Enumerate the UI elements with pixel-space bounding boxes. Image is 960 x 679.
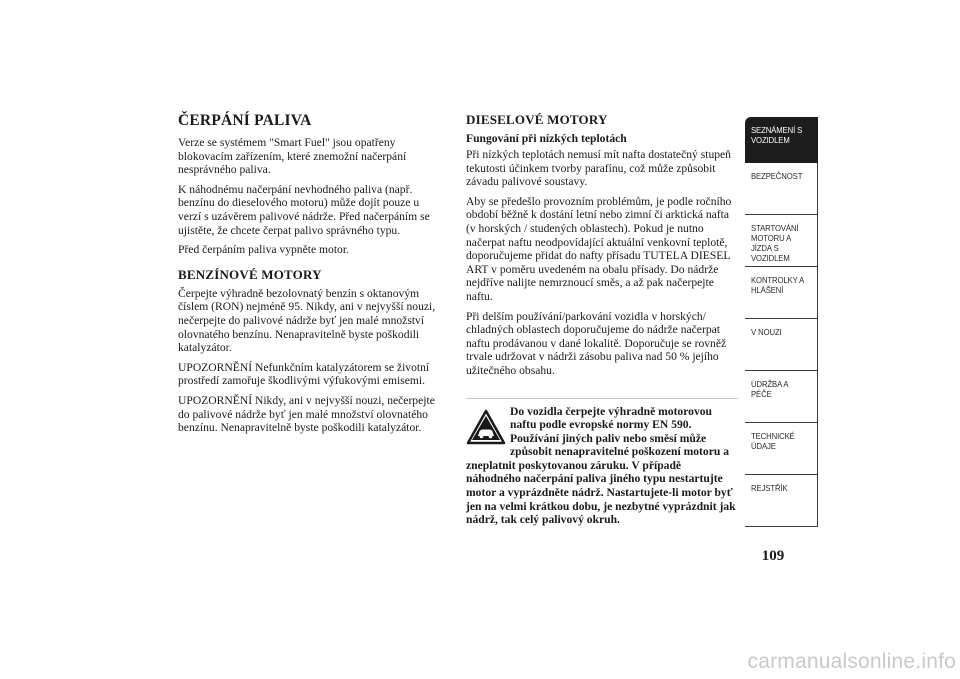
tab-label: SEZNÁMENÍ S VOZIDLEM [751,125,803,145]
right-column [466,112,738,527]
tab-label: STARTOVÁNÍ MOTORU A JÍZDA S VOZIDLEM [751,223,799,263]
paragraph-mountain-use: Při delším používání/parkování vozidla v horských/ chladných oblastech doporučujeme do nádrže načerpat naftu prodávanou v dané lokalitě. Doporučuje se rovněž trvale udržovat v nádrži zásobu paliva nad 50 % jejího užitečného obsahu. [466,309,727,377]
tab-label: REJSTŘÍK [751,483,788,493]
paragraph-low-temp: Při nízkých teplotách nemusí mít nafta dostatečný stupeň tekutosti účinkem tvorby parafínu, což může způsobit závadu palivové soustavy. [466,148,731,189]
chapter-tabs [745,117,818,527]
paragraph-smart-fuel: Verze se systémem "Smart Fuel" jsou opatřeny blokovacím zařízením, které znemožní načerpání nesprávného paliva. [178,136,407,177]
warning-car-icon [466,409,506,445]
paragraph-notice-leaded: UPOZORNĚNÍ Nikdy, ani v nejvyšší nouzi, nečerpejte do palivové nádrže byť jen malé množství olovnatého benzínu. Nenapravitelně byste poškodili katalyzátor. [178,393,435,435]
page-number: 109 [761,548,785,564]
paragraph-engine-off: Před čerpáním paliva vypněte motor. [178,243,349,257]
tab-v-nouzi[interactable] [745,319,818,371]
subsection-title-petrol: BENZÍNOVÉ MOTORY [178,266,322,282]
tab-label: TECHNICKÉ ÚDAJE [751,431,795,451]
warning-box [466,398,738,527]
tab-startovani[interactable] [745,215,818,267]
subsection-title-low-temp: Fungování při nízkých teplotách [466,132,627,145]
section-title-diesel: DIESELOVÉ MOTORY [466,112,608,127]
watermark: carmanualsonline.info [747,650,956,673]
tab-rejstrik[interactable] [745,475,818,527]
paragraph-notice-catalyst: UPOZORNĚNÍ Nefunkčním katalyzátorem se životní prostředí zamořuje škodlivými výfukovými emisemi. [178,360,430,388]
tab-seznameni[interactable] [745,117,818,163]
section-title-fuel: ČERPÁNÍ PALIVA [178,112,312,129]
tab-label: V NOUZI [751,327,782,337]
tab-label: ÚDRŽBA A PÉČE [751,379,788,399]
tab-label: KONTROLKY A HLÁŠENÍ [751,275,804,295]
tab-bezpecnost[interactable] [745,163,818,215]
tab-label: BEZPEČNOST [751,171,803,181]
paragraph-seasonal-diesel: Aby se předešlo provozním problémům, je podle ročního období běžně k dostání letní nebo zimní či arktická nafta (v horských / studených oblastech). Pokud je nutno načerpat naftu neodpovídající aktuální venkovní teplotě, doporučujeme přidat do nafty přísadu TUTELA DIESEL ART v poměru uvedeném na obalu přísady. Do nádrže nejdříve nalijte nemrznoucí směs, a až pak načerpejte naftu. [466,194,732,303]
paragraph-wrong-fuel: K náhodnému načerpání nevhodného paliva (např. benzínu do dieselového motoru) může dojít pouze u verzí s uzávěrem palivové nádrže. Před načerpáním se ujistěte, že chcete čerpat palivo správného typu. [178,182,430,237]
tab-udrzba[interactable] [745,371,818,423]
tab-kontrolky[interactable] [745,267,818,319]
warning-text: Do vozidla čerpejte výhradně motorovou naftu podle evropské normy EN 590. Používání jiných paliv nebo směsí může způsobit nenapravitelné poškození motoru a zneplatnit poskytovanou záruku. V případě náhodného načerpání paliva jiného typu nestartujte motor a vyprázdněte nádrž. Nastartujete-li motor byť jen na velmi krátkou dobu, je nezbytné vyprázdnit jak nádrž, tak celý palivový okruh. [466,404,736,527]
paragraph-petrol: Čerpejte výhradně bezolovnatý benzín s oktanovým číslem (RON) nejméně 95. Nikdy, ani v nejvyšší nouzi, nečerpejte do palivové nádrže byť jen malé množství olovnatého benzínu. Nenapravitelně byste poškodili katalyzátor. [178,286,436,355]
tab-technicke[interactable] [745,423,818,475]
left-column [178,112,444,441]
